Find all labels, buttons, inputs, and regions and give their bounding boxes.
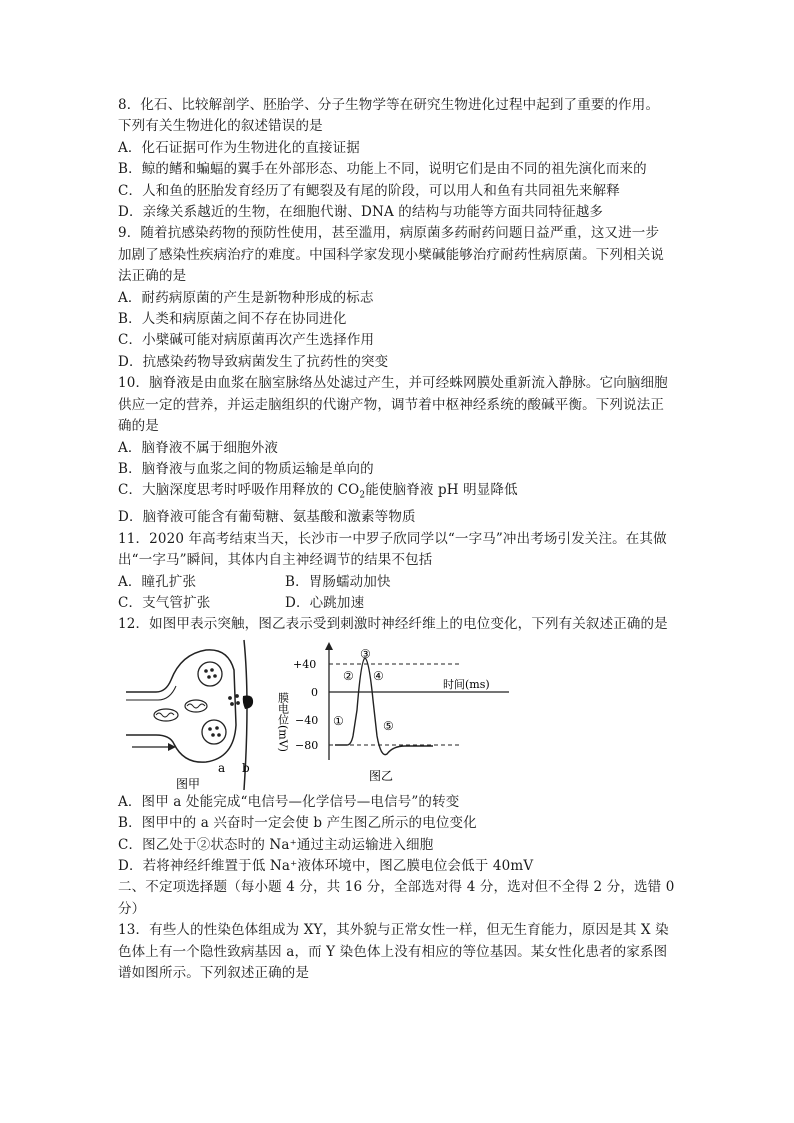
q8-stem-line-1: 8．化石、比较解剖学、胚胎学、分子生物学等在研究生物进化过程中起到了重要的作用。 [118, 97, 660, 113]
marker-5: ⑤ [383, 718, 394, 733]
q10-stem-line-2: 供应一定的营养，并运走脑组织的代谢产物，调节着中枢神经系统的酸碱平衡。下列说法正 [118, 396, 664, 413]
marker-1: ① [333, 713, 344, 728]
q9-stem-line-2: 加剧了感染性疾病治疗的难度。中国科学家发现小檗碱能够治疗耐药性病原菌。下列相关说 [118, 246, 664, 263]
q12-option-a: A．图甲 a 处能完成“电信号—化学信号—电信号”的转变 [118, 793, 460, 810]
q10-option-c-text-rest: 能使脑脊液 pH 明显降低 [365, 482, 518, 499]
mitochondrion-crista [187, 704, 205, 708]
figure-jia-synapse [126, 640, 266, 790]
synaptic-vesicle [202, 720, 226, 744]
q11-stem-line-2: 出“一字马”瞬间，其体内自主神经调节的结果不包括 [118, 552, 433, 569]
q9-option-d: D．抗感染药物导致病菌发生了抗药性的突变 [118, 353, 389, 370]
y-axis-label: 膜电位(mV) [276, 691, 290, 752]
q13-stem-line-3: 谱如图所示。下列叙述正确的是 [118, 965, 310, 982]
q13-stem-line-1: 13．有些人的性染色体组成为 XY，其外貌与正常女性一样，但无生育能力，原因是其 X 染 [118, 922, 669, 939]
figure-yi-caption: 图乙 [369, 768, 394, 783]
mitochondrion-crista [156, 713, 174, 717]
q12-option-c: C．图乙处于②状态时的 Na⁺通过主动运输进入细胞 [118, 836, 434, 853]
question-13 [118, 920, 688, 984]
q9-option-b: B．人类和病原菌之间不存在协同进化 [118, 311, 347, 328]
transmitter-dot [217, 733, 221, 737]
tick-minus80: −80 [295, 738, 319, 752]
synaptic-vesicle [198, 662, 222, 686]
tick-plus40: +40 [293, 657, 317, 671]
q12-figures [118, 640, 688, 790]
released-transmitter-dot [235, 694, 239, 698]
q11-options-row-1 [118, 572, 688, 593]
question-10 [118, 373, 688, 529]
q10-option-c [118, 480, 688, 507]
q11-option-d: D．心跳加速 [285, 595, 365, 612]
question-9 [118, 223, 688, 373]
q9-option-a: A．耐药病原菌的产生是新物种形成的标志 [118, 289, 374, 306]
mitochondrion [154, 709, 178, 721]
q8-stem-line-2: 下列有关生物进化的叙述错误的是 [118, 118, 323, 135]
tick-minus40: −40 [295, 713, 319, 727]
axon-inner-line [126, 686, 176, 700]
released-transmitter-dot [236, 701, 240, 705]
transmitter-dot [210, 668, 214, 672]
transmitter-dot [204, 669, 208, 673]
q10-stem-line-1: 10．脑脊液是由血浆在脑室脉络丛处滤过产生，并可经蛛网膜处重新流入静脉。它向脑细胞 [118, 375, 668, 392]
q8-option-b: B．鲸的鳍和蝙蝠的翼手在外部形态、功能上不同，说明它们是由不同的祖先演化而来的 [118, 161, 647, 178]
q11-option-c: C．支气管扩张 [118, 595, 211, 612]
section-2-line-1: 二、不定项选择题（每小题 4 分，共 16 分，全部选对得 4 分，选对但不全得 2 分，选错 0 [118, 879, 675, 896]
q10-stem-line-3: 确的是 [118, 418, 159, 435]
released-transmitter-dot [228, 696, 232, 700]
q10-option-a: A．脑脊液不属于细胞外液 [118, 439, 279, 456]
transmitter-dot [211, 733, 215, 737]
transmitter-dot [208, 727, 212, 731]
marker-2: ② [343, 668, 354, 683]
transmitter-dot [213, 674, 217, 678]
question-11 [118, 529, 688, 615]
q9-option-c: C．小檗碱可能对病原菌再次产生选择作用 [118, 332, 375, 349]
q11-option-a: A．瞳孔扩张 [118, 573, 197, 590]
x-axis-label: 时间(ms) [443, 677, 490, 691]
q9-stem-line-3: 法正确的是 [118, 268, 187, 285]
q10-option-d: D．脑脊液可能含有葡萄糖、氨基酸和激素等物质 [118, 509, 416, 526]
question-8 [118, 95, 688, 223]
question-12 [118, 614, 688, 877]
q8-option-d: D．亲缘关系越近的生物，在细胞代谢、DNA 的结构与功能等方面共同特征越多 [118, 204, 604, 221]
q11-options-row-2 [118, 593, 688, 614]
section-2-header [118, 877, 688, 920]
q12-option-d: D．若将神经纤维置于低 Na⁺液体环境中，图乙膜电位会低于 40mV [118, 858, 534, 875]
label-a: a [218, 760, 226, 775]
q12-option-b: B．图甲中的 a 兴奋时一定会使 b 产生图乙所示的电位变化 [118, 815, 477, 832]
q13-stem-line-2: 色体上有一个隐性致病基因 a，而 Y 染色体上没有相应的等位基因。某女性化患者的家系图 [118, 943, 668, 960]
marker-3: ③ [360, 646, 371, 661]
released-transmitter-dot [230, 702, 234, 706]
q11-option-b: B．胃肠蠕动加快 [285, 573, 391, 590]
y-axis-arrow-icon [325, 642, 333, 650]
q10-option-b: B．脑脊液与血浆之间的物质运输是单向的 [118, 460, 374, 477]
transmitter-dot [215, 726, 219, 730]
q9-stem-line-1: 9．随着抗感染药物的预防性使用，甚至滥用，病原菌多药耐药问题日益严重，这又进一步 [118, 225, 660, 242]
figure-yi-potential-graph [276, 640, 548, 790]
exam-page [118, 95, 688, 985]
marker-4: ④ [373, 668, 384, 683]
q8-option-a: A．化石证据可作为生物进化的直接证据 [118, 139, 360, 156]
q10-option-c-text: C．大脑深度思考时呼吸作用释放的 CO [118, 482, 360, 499]
transmitter-dot [207, 675, 211, 679]
section-2-line-2: 分） [118, 900, 146, 917]
q12-stem-line-1: 12．如图甲表示突触，图乙表示受到刺激时神经纤维上的电位变化，下列有关叙述正确的是 [118, 616, 668, 633]
q8-option-c: C．人和鱼的胚胎发育经历了有鳃裂及有尾的阶段，可以用人和鱼有共同祖先来解释 [118, 182, 620, 199]
receptor-protein [243, 695, 253, 709]
figure-jia-caption: 图甲 [176, 776, 201, 791]
q11-stem-line-1: 11．2020 年高考结束当天，长沙市一中罗子欣同学以“一字马”冲出考场引发关注。在其做 [118, 530, 667, 547]
mitochondrion [185, 700, 207, 712]
tick-0: 0 [311, 685, 318, 699]
co2-subscript: 2 [359, 491, 366, 501]
label-b: b [242, 760, 250, 775]
